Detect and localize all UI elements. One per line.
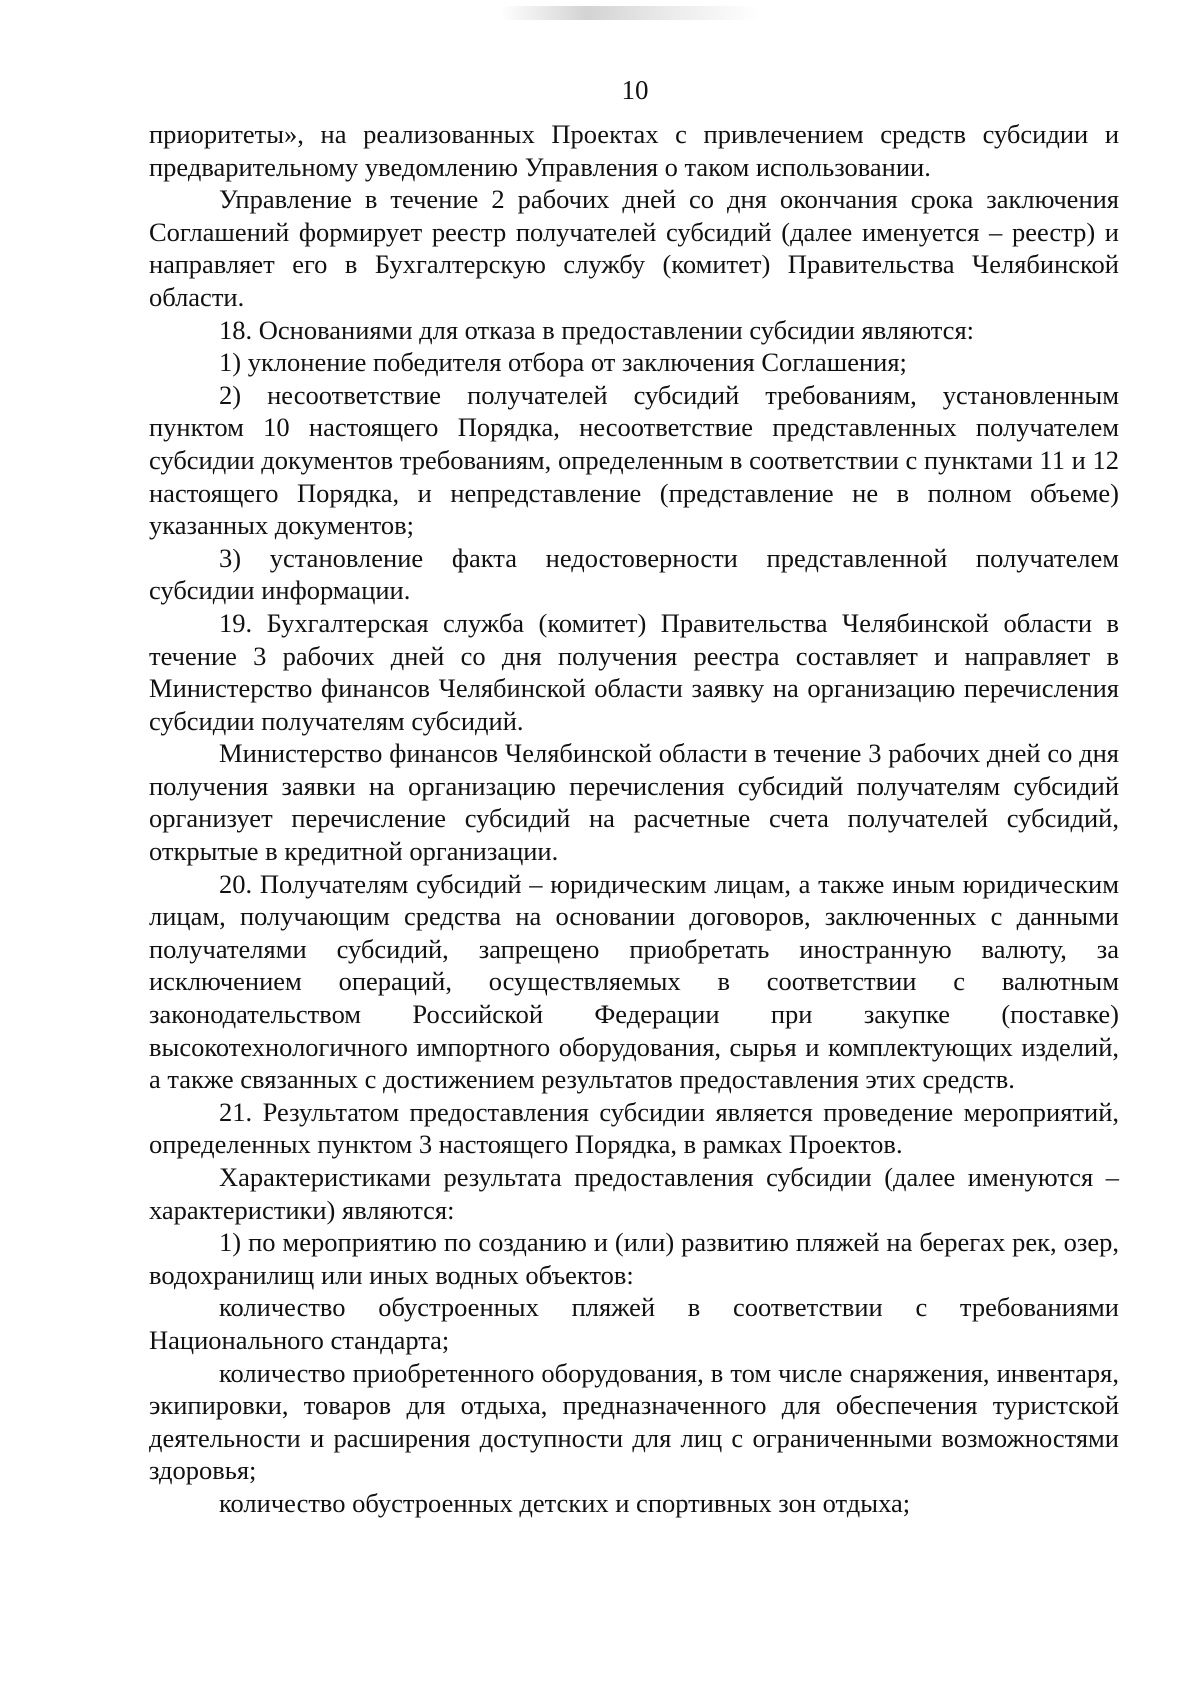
scan-artifact — [500, 6, 760, 20]
paragraph: 1) по мероприятию по созданию и (или) развитию пляжей на берегах рек, озер, водохранилищ или иных водных объектов: — [149, 1227, 1119, 1290]
paragraph: Министерство финансов Челябинской области в течение 3 рабочих дней со дня получения заявки на организацию перечисления субсидий получателям субсидий организует перечисление субсидий на расчетные счета получателей субсидий, открытые в кредитной организации. — [149, 738, 1119, 867]
page-number: 10 — [621, 75, 649, 105]
paragraph: количество приобретенного оборудования, в том числе снаряжения, инвентаря, экипировки, товаров для отдыха, предназначенного для обеспечения туристской деятельности и расширения доступности для лиц с ограниченными возможностями здоровья; — [149, 1357, 1119, 1486]
paragraph: 18. Основаниями для отказа в предоставлении субсидии являются: — [219, 314, 974, 345]
paragraph: количество обустроенных пляжей в соответствии с требованиями Национального стандарта; — [149, 1292, 1119, 1355]
paragraph: 21. Результатом предоставления субсидии является проведение мероприятий, определенных пунктом 3 настоящего Порядка, в рамках Проектов. — [149, 1096, 1119, 1160]
paragraph: 20. Получателям субсидий – юридическим лицам, а также иным юридическим лицам, получающим средства на основании договоров, заключенных с данными получателями субсидий, запрещено приобретать иностранную валюту, за исключением операций, осуществляемых в соответствии с валютным законодательством Российской Федерации при закупке (поставке) высокотехнологичного импортного оборудования, сырья и комплектующих изделий, а также связанных с достижением результатов предоставления этих средств. — [149, 868, 1119, 1095]
paragraph: 2) несоответствие получателей субсидий требованиям, установленным пунктом 10 настоящего Порядка, несоответствие представленных получателем субсидии документов требованиям, определенным в соответствии с пунктами 11 и 12 настоящего Порядка, и непредставление (представление не в полном объеме) указанных документов; — [149, 379, 1119, 541]
paragraph: Управление в течение 2 рабочих дней со дня окончания срока заключения Соглашений формирует реестр получателей субсидий (далее именуется – реестр) и направляет его в Бухгалтерскую службу (комитет) Правительства Челябинской области. — [149, 184, 1119, 312]
paragraph: 19. Бухгалтерская служба (комитет) Правительства Челябинской области в течение 3 рабочих дней со дня получения реестра составляет и направляет в Министерство финансов Челябинской области заявку на организацию перечисления субсидии получателям субсидий. — [149, 607, 1119, 736]
paragraph: количество обустроенных детских и спортивных зон отдыха; — [219, 1487, 911, 1518]
paragraph: 1) уклонение победителя отбора от заключения Соглашения; — [219, 347, 907, 378]
paragraph: Характеристиками результата предоставления субсидии (далее именуются – характеристики) являются: — [149, 1162, 1119, 1225]
paragraph: приоритеты», на реализованных Проектах с привлечением средств субсидии и предварительному уведомлению Управления о таком использовании. — [149, 119, 1119, 182]
paragraph: 3) установление факта недостоверности представленной получателем субсидии информации. — [149, 542, 1119, 606]
document-body — [149, 118, 1119, 1520]
